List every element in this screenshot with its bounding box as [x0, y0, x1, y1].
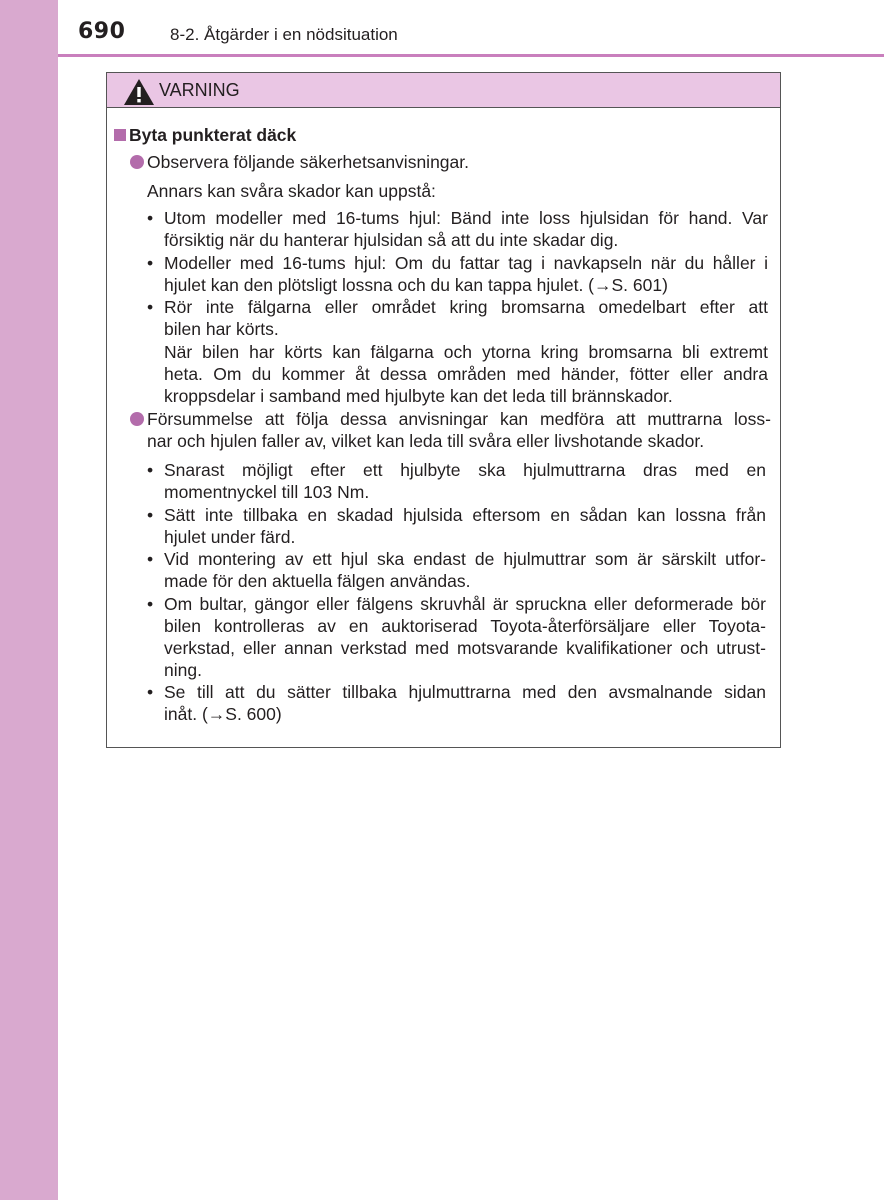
list-item-line: bilen har körts. [164, 319, 279, 339]
list-item-line: made för den aktuella fälgen användas. [164, 571, 471, 591]
chapter-side-band [0, 0, 58, 1200]
item1-intro2: Annars kan svåra skador kan uppstå: [147, 181, 436, 201]
warning-heading: Byta punkterat däck [129, 125, 297, 145]
list-item-line: försiktig när du hanterar hjulsidan så att du inte skadar dig. [164, 230, 619, 250]
header-divider [58, 54, 884, 57]
warning-label: VARNING [159, 80, 240, 100]
item2-intro-line: Försummelse att följa dessa anvisningar kan medföra att muttrarna loss- [147, 409, 771, 429]
list-item-line: kroppsdelar i samband med hjulbyte kan det leda till brännskador. [164, 386, 673, 406]
list-bullet: • [147, 594, 154, 614]
list-item-line: Snarast möjligt efter ett hjulbyte ska hjulmuttrarna dras med en [164, 460, 766, 480]
list-item-line: hjulet under färd. [164, 527, 296, 547]
list-item-line: heta. Om du kommer åt dessa områden med händer, fötter eller andra [164, 364, 768, 384]
list-item-line: inåt. (→S. 600) [164, 704, 282, 724]
page-number: 690 [78, 19, 126, 44]
item1-intro: Observera följande säkerhetsanvisningar. [147, 152, 469, 172]
list-item-line: Sätt inte tillbaka en skadad hjulsida eftersom en sådan kan lossna från [164, 505, 766, 525]
list-item-line: Modeller med 16-tums hjul: Om du fattar tag i navkapseln när du håller i [164, 253, 768, 273]
list-item-line: När bilen har körts kan fälgarna och ytorna kring bromsarna bli extremt [164, 342, 768, 362]
warning-triangle-icon [123, 78, 155, 106]
list-bullet: • [147, 208, 154, 228]
list-item-line: Om bultar, gängor eller fälgens skruvhål är spruckna eller deformerade bör [164, 594, 766, 614]
list-item-line: Se till att du sätter tillbaka hjulmuttrarna med den avsmalnande sidan [164, 682, 766, 702]
list-item-line: bilen kontrolleras av en auktoriserad Toyota-återförsäljare eller Toyota- [164, 616, 766, 636]
section-title: 8-2. Åtgärder i en nödsituation [170, 25, 398, 44]
list-item-line: Rör inte fälgarna eller området kring bromsarna omedelbart efter att [164, 297, 768, 317]
circle-bullet-icon [130, 155, 144, 169]
list-item-line: ning. [164, 660, 202, 680]
list-item-line: momentnyckel till 103 Nm. [164, 482, 370, 502]
list-bullet: • [147, 460, 154, 480]
list-bullet: • [147, 297, 154, 317]
item2-intro-line: nar och hjulen faller av, vilket kan leda till svåra eller livshotande skador. [147, 431, 705, 451]
circle-bullet-icon [130, 412, 144, 426]
list-item-line: Utom modeller med 16-tums hjul: Bänd inte loss hjulsidan för hand. Var [164, 208, 768, 228]
square-bullet-icon [114, 129, 126, 141]
warning-box [106, 72, 781, 748]
list-bullet: • [147, 505, 154, 525]
list-bullet: • [147, 682, 154, 702]
list-item-line: Vid montering av ett hjul ska endast de hjulmuttrar som är särskilt utfor- [164, 549, 766, 569]
list-bullet: • [147, 253, 154, 273]
warning-header [107, 73, 780, 108]
list-item-line: hjulet kan den plötsligt lossna och du kan tappa hjulet. (→S. 601) [164, 275, 668, 295]
list-item-line: verkstad, eller annan verkstad med motsvarande kvalifikationer och utrust- [164, 638, 766, 658]
list-bullet: • [147, 549, 154, 569]
